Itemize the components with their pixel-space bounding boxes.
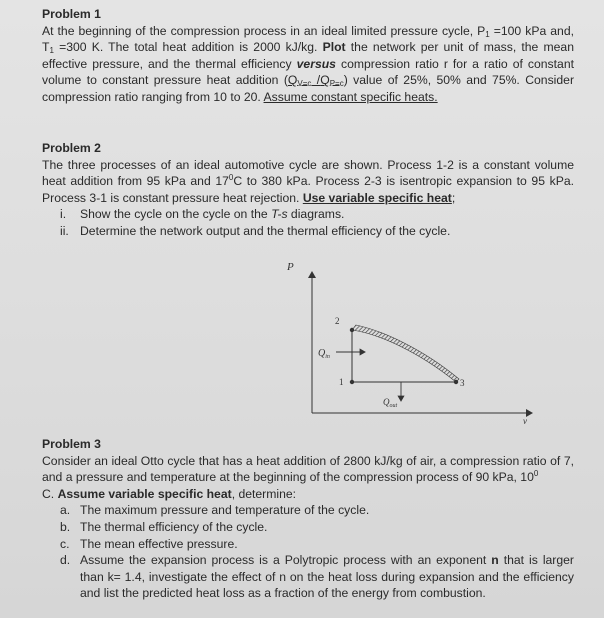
- p1-q1: Q: [287, 73, 298, 88]
- p1-q2: Q: [320, 73, 330, 88]
- p3-item-a-text: The maximum pressure and temperature of the cycle.: [80, 503, 370, 518]
- p1-text-g: ) value of 25%, 50% and 75%. Consider compression ratio ranging from 10 to 20.: [42, 73, 575, 104]
- p1-text-c: T: [42, 40, 50, 55]
- axis-v-label: v: [523, 416, 527, 426]
- p2-item-2-text: Determine the network output and the thermal efficiency of the cycle.: [80, 223, 451, 238]
- process-2-3-curve: [352, 325, 459, 382]
- problem-1: [42, 6, 574, 106]
- q-out-sub: out: [389, 403, 398, 409]
- problem-2-list: [42, 206, 574, 239]
- p3-text-b: C.: [42, 486, 58, 501]
- p3-degree: 0: [533, 469, 539, 479]
- problem-3-list: [42, 502, 574, 602]
- p2-text-a: The three processes of an ideal automotive cycle are shown. Process 1-2 is a constant volume heat addition from 95 kPa and 17: [42, 157, 574, 189]
- list-marker: d.: [60, 553, 71, 568]
- p1-text-d: =300 K. The total heat addition is 2000 kJ/kg.: [53, 40, 323, 55]
- list-item: [42, 519, 574, 536]
- list-marker: c.: [60, 536, 70, 551]
- point-3-label: 3: [460, 378, 465, 388]
- p3-item-d-text: Assume the expansion process is a Polytropic process with an exponent: [80, 553, 492, 568]
- problem-3: [42, 436, 574, 602]
- problem-1-title: Problem 1: [42, 7, 101, 21]
- p1-q-ratio: [288, 73, 344, 87]
- q-in-sub: in: [325, 354, 330, 360]
- p2-item-1-text: Show the cycle on the cycle on the: [80, 207, 272, 222]
- problem-3-title: Problem 3: [42, 437, 101, 451]
- list-item: [42, 552, 574, 602]
- list-marker: i.: [60, 207, 67, 222]
- list-marker: a.: [60, 503, 71, 518]
- p1-q2-sub: P=c: [329, 79, 344, 89]
- point-1-dot: [350, 380, 354, 384]
- p1-text-b: =100 kPa and,: [489, 23, 574, 38]
- p1-sub-t1: 1: [49, 46, 54, 56]
- p1-versus-bold: versus: [296, 56, 336, 71]
- problem-2-title: Problem 2: [42, 141, 101, 155]
- p2-item-1-ts: T-s: [271, 207, 288, 222]
- q-out-label: [383, 397, 398, 409]
- p1-assume-underlined: Assume constant specific heats.: [263, 89, 438, 104]
- list-item: [42, 536, 574, 553]
- p1-slash: /: [311, 73, 321, 88]
- axis-p-label: P: [287, 261, 294, 273]
- q-in-q: Q: [318, 348, 326, 359]
- p2-variable-heat-bold: Use variable specific heat: [302, 190, 452, 205]
- p1-text-a: At the beginning of the compression process in an ideal limited pressure cycle, P: [42, 23, 486, 38]
- p3-text-c: , determine:: [231, 486, 297, 501]
- point-3-dot: [454, 380, 458, 384]
- p3-item-d-n-bold: n: [491, 553, 499, 568]
- p1-plot-bold: Plot: [322, 40, 346, 55]
- p2-item-1-post: diagrams.: [287, 207, 345, 222]
- list-item: [42, 223, 574, 240]
- p1-text-f: compression ratio r for a ratio of constant volume to constant pressure heat addition (: [42, 56, 574, 88]
- p2-text-b: C to 380 kPa. Process 2-3 is isentropic expansion to 95 kPa. Process 3-1 is constant pressure heat rejection.: [42, 174, 574, 205]
- point-1-label: 1: [339, 377, 344, 387]
- point-2-label: 2: [335, 316, 340, 326]
- p3-item-c-text: The mean effective pressure.: [80, 536, 238, 551]
- p1-text-e: the network per unit of mass, the mean effective pressure, and the thermal efficiency: [42, 40, 574, 71]
- problem-1-text: [42, 23, 574, 106]
- pv-diagram: [270, 258, 540, 430]
- p1-q1-sub: V=c: [297, 79, 312, 89]
- q-in-label: [318, 348, 330, 360]
- p2-degree: 0: [228, 173, 234, 183]
- problem-2: [42, 140, 574, 240]
- list-marker: ii.: [60, 223, 69, 238]
- problem-3-text: [42, 453, 574, 503]
- p1-sub-p1: 1: [485, 29, 490, 39]
- p2-text-c: ;: [451, 190, 456, 205]
- p3-variable-heat-bold: Assume variable specific heat: [57, 486, 232, 501]
- list-item: [42, 502, 574, 519]
- list-marker: b.: [60, 519, 71, 534]
- point-2-dot: [350, 328, 354, 332]
- p3-text-a: Consider an ideal Otto cycle that has a heat addition of 2800 kJ/kg of air, a compression ratio of 7, and a pressure and temperature at the beginning of the compression process of 90 kPa, 10: [42, 453, 574, 485]
- list-item: [42, 206, 574, 223]
- q-out-q: Q: [383, 397, 390, 407]
- problem-2-text: [42, 157, 574, 207]
- p3-item-b-text: The thermal efficiency of the cycle.: [80, 519, 268, 534]
- p3-item-d-post: that is larger than k= 1.4, investigate the effect of n on the heat loss during expansion and the efficiency and list the predicted heat loss as a fraction of the energy from combustion.: [80, 553, 574, 601]
